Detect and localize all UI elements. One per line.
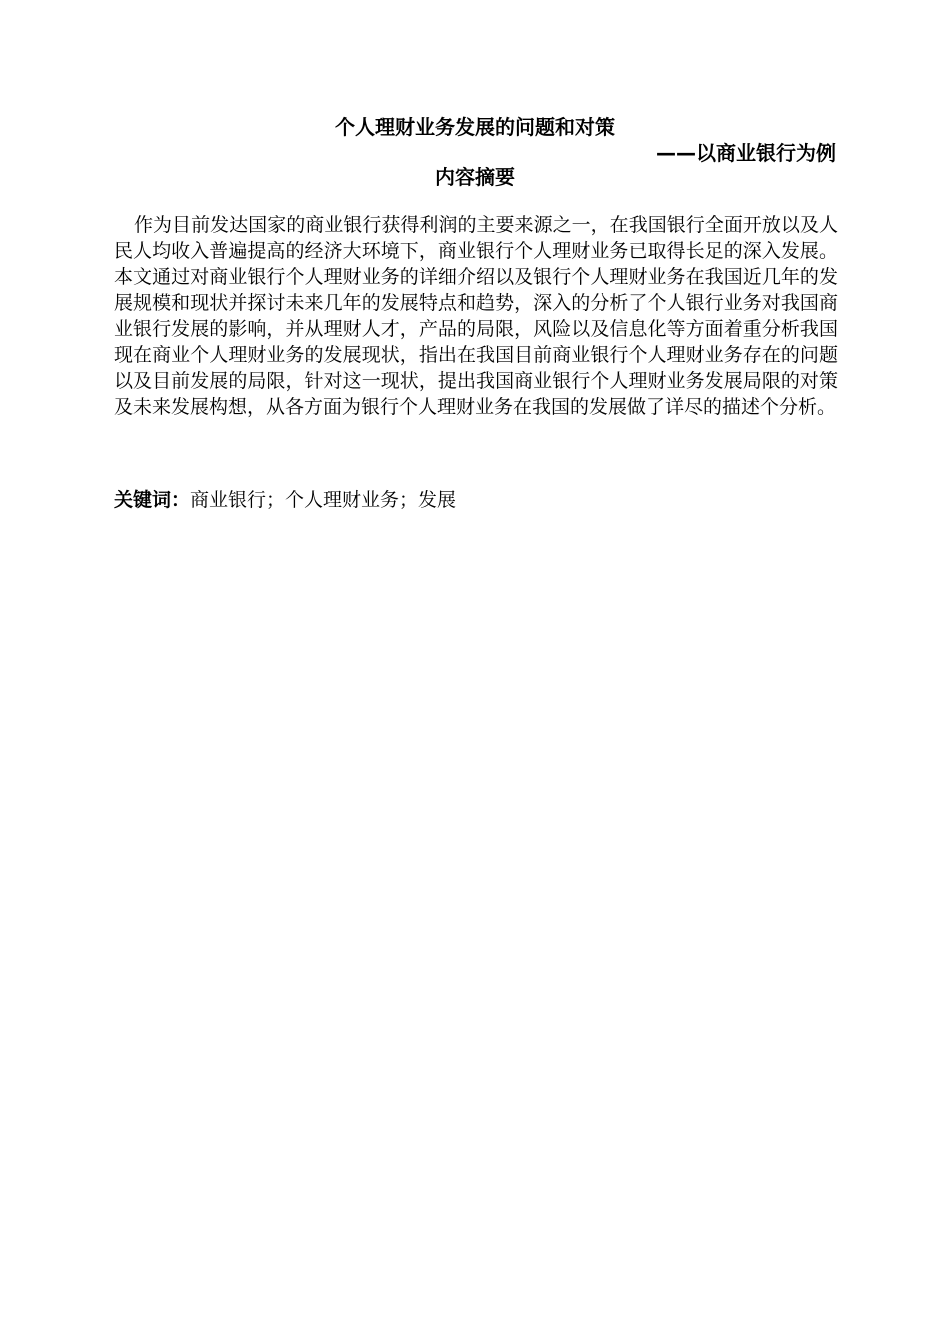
keywords-label: 关键词： (114, 489, 191, 511)
keywords-line (114, 487, 838, 513)
keywords-value: 商业银行；个人理财业务；发展 (190, 489, 457, 511)
document-subtitle: ——以商业银行为例 (656, 141, 836, 165)
abstract-heading: 内容摘要 (435, 165, 515, 189)
abstract-body: 作为目前发达国家的商业银行获得利润的主要来源之一，在我国银行全面开放以及人民人均收入普遍提高的经济大环境下，商业银行个人理财业务已取得长足的深入发展。本文通过对商业银行个人理财业务的详细介绍以及银行个人理财业务在我国近几年的发展规模和现状并探讨未来几年的发展特点和趋势，深入的分析了个人银行业务对我国商业银行发展的影响，并从理财人才，产品的局限，风险以及信息化等方面着重分析我国现在商业个人理财业务的发展现状，指出在我国目前商业银行个人理财业务存在的问题以及目前发展的局限，针对这一现状，提出我国商业银行个人理财业务发展局限的对策及未来发展构想，从各方面为银行个人理财业务在我国的发展做了详尽的描述个分析。 (114, 214, 838, 418)
document-title: 个人理财业务发展的问题和对策 (335, 115, 615, 139)
